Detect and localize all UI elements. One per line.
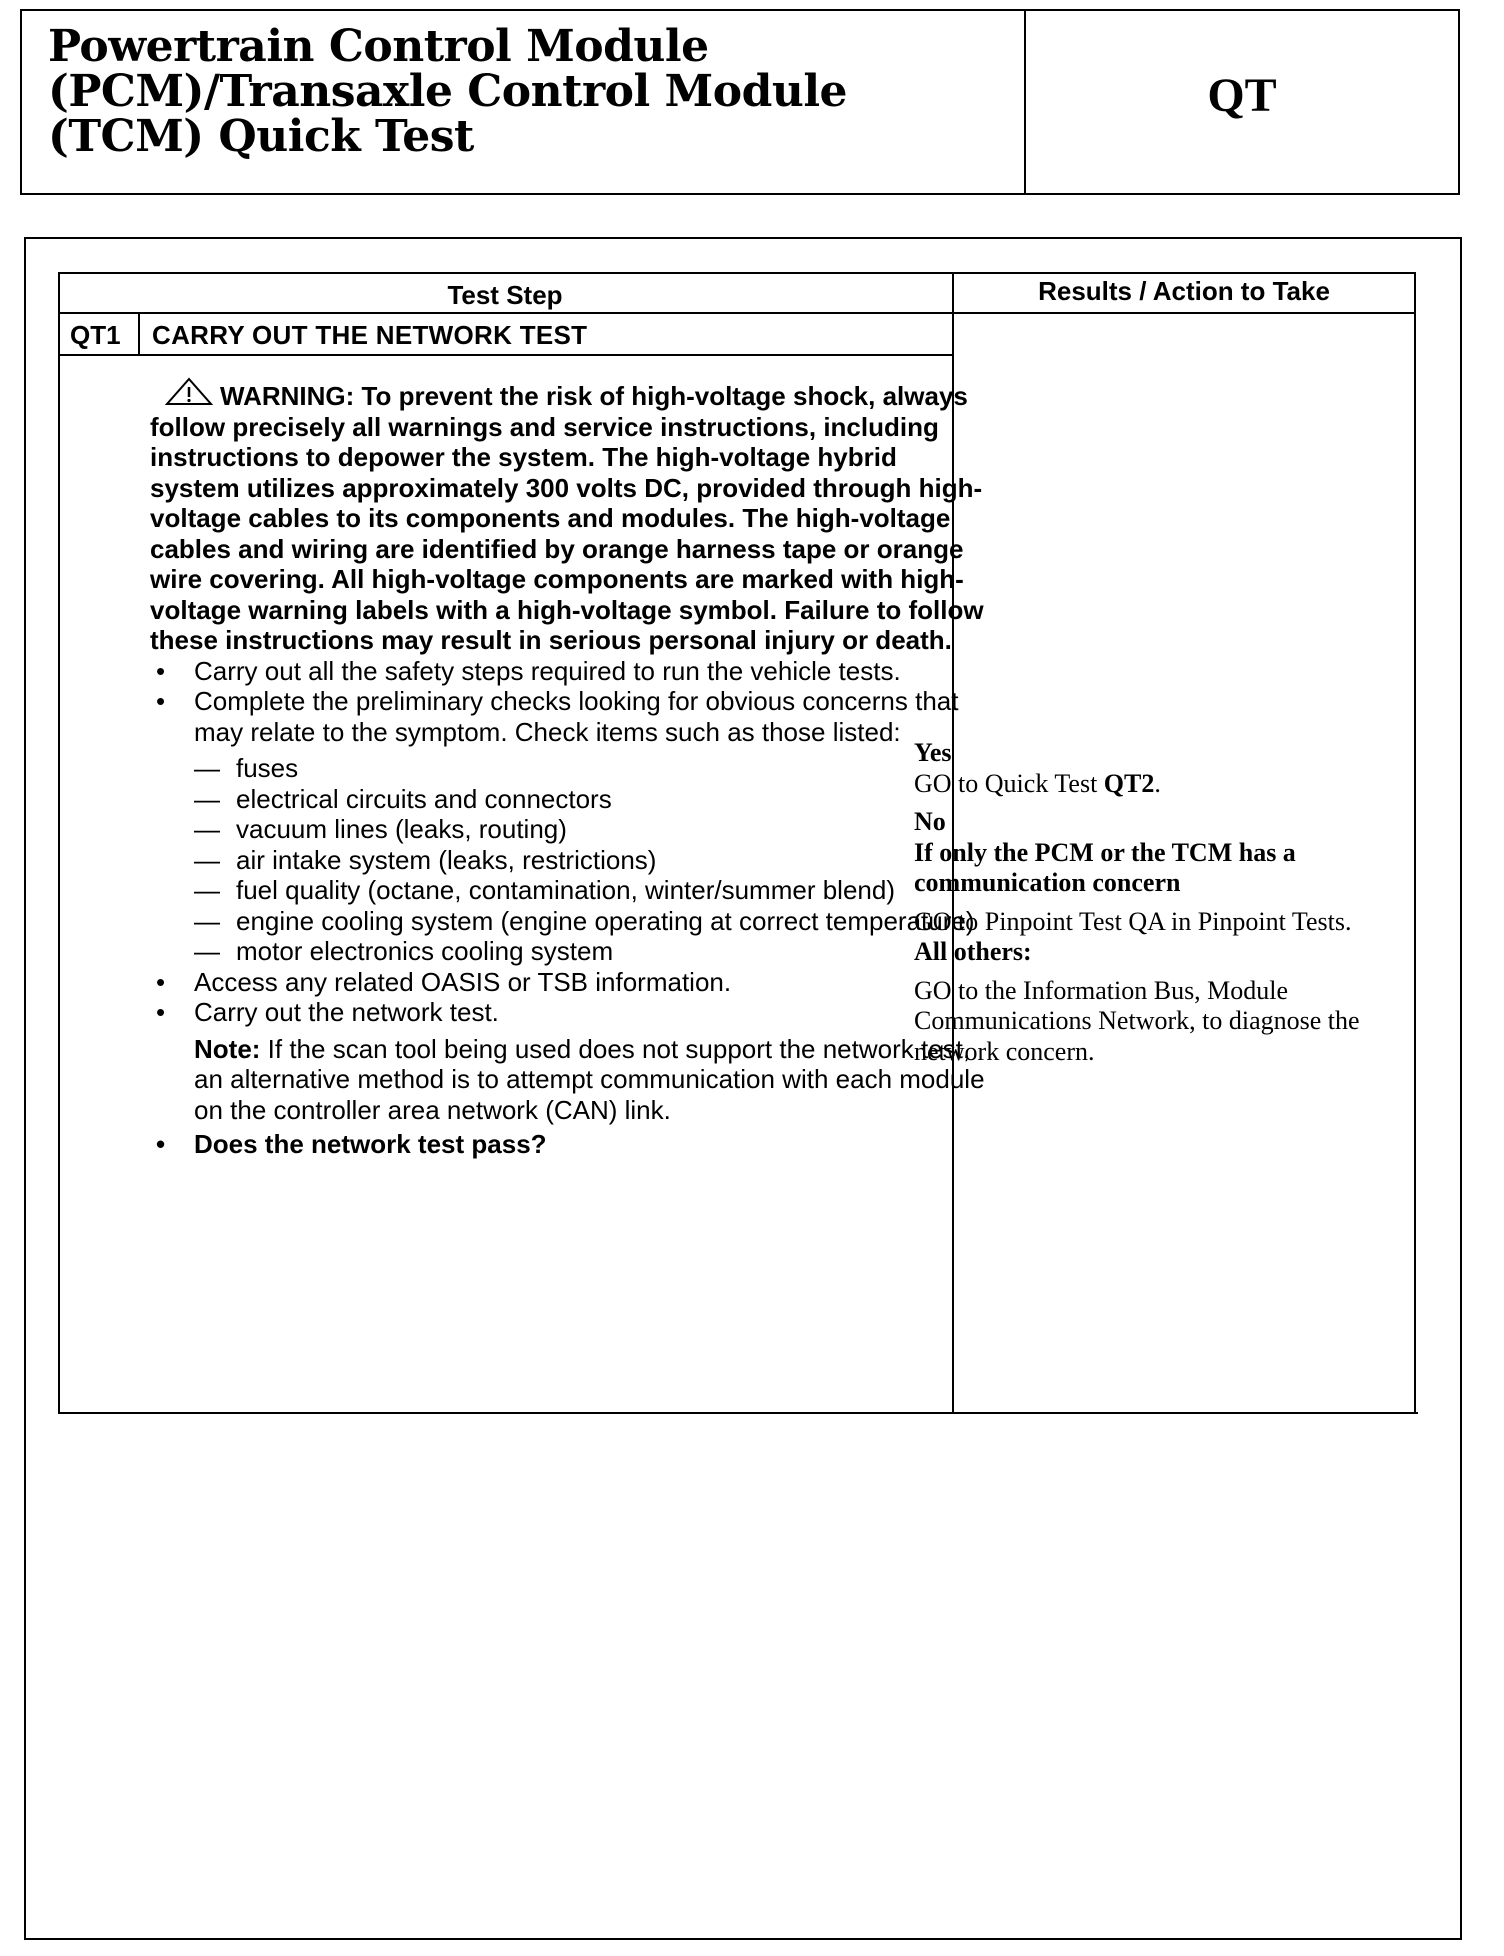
result-yes-action (914, 769, 1364, 800)
check-item: vacuum lines (leaks, routing) (236, 814, 567, 844)
yes-action-suffix: . (1154, 768, 1161, 798)
list-item: • Access any related OASIS or TSB information. (156, 966, 732, 997)
results-column (914, 738, 1364, 1067)
warning-paragraph (150, 377, 990, 656)
table-right-border (1414, 272, 1416, 1414)
result-yes-label: Yes (914, 738, 952, 767)
note-label: Note: (194, 1033, 261, 1064)
list-item: • Carry out all the safety steps required to run the vehicle tests. (156, 655, 901, 686)
result-others-action: GO to the Information Bus, Module Communications Network, to diagnose the network concern. (914, 975, 1360, 1066)
title-line-3: (TCM) Quick Test (48, 111, 474, 162)
preliminary-checks-list (194, 753, 990, 967)
table-bottom-border (58, 1412, 1418, 1414)
table-top-border (58, 272, 1414, 274)
check-item: engine cooling system (engine operating at correct temperature) (236, 905, 975, 936)
warning-triangle-icon (164, 377, 214, 407)
column-header-results: Results / Action to Take (1038, 276, 1330, 306)
list-item: — motor electronics cooling system (194, 936, 614, 966)
list-item: — engine cooling system (engine operating at correct temperature) (194, 905, 975, 936)
yes-action-target: QT2 (1103, 768, 1155, 798)
check-item: fuel quality (octane, contamination, winter/summer blend) (236, 875, 895, 905)
check-item: fuses (236, 753, 299, 783)
step-body (150, 377, 990, 1160)
step-question: Does the network test pass? (194, 1129, 547, 1159)
step-id-divider (138, 312, 140, 354)
step-title: CARRY OUT THE NETWORK TEST (152, 320, 588, 350)
column-header-test-step: Test Step (447, 280, 563, 310)
list-item: — electrical circuits and connectors (194, 783, 612, 814)
yes-action-text: GO to Quick Test (914, 768, 1104, 798)
instruction-text: Access any related OASIS or TSB information. (194, 966, 732, 997)
check-item: motor electronics cooling system (236, 936, 614, 966)
step-title-border (58, 354, 954, 356)
note (194, 1034, 990, 1126)
check-item: air intake system (leaks, restrictions) (236, 844, 657, 875)
list-item: — vacuum lines (leaks, routing) (194, 814, 567, 844)
instruction-text: Complete the preliminary checks looking for obvious concerns that may relate to the symptom. Check items such as those listed: (194, 686, 959, 747)
list-item: — fuses (194, 753, 299, 783)
section-code: QT (1207, 68, 1277, 122)
list-item: • Complete the preliminary checks looking for obvious concerns that may relate to the symptom. Check items such as those listed: — fuses — electrical circuits and connectors — vacuum lines (leaks, routing) — air intake system (leaks, restrictions) — fuel quality (octane, contamination, winter/summer blend) — engine cooling system (engine operating at correct temperature) — motor electronics cooling system (150, 686, 990, 967)
header-row-border (58, 312, 1414, 314)
step-instructions (150, 656, 990, 1160)
table-left-border (58, 272, 60, 1414)
check-item: electrical circuits and connectors (236, 783, 612, 814)
title-line-1: Powertrain Control Module (48, 21, 709, 72)
list-item: — fuel quality (octane, contamination, winter/summer blend) (194, 875, 895, 905)
title-line-2: (PCM)/Transaxle Control Module (48, 66, 848, 117)
result-others-label: All others: (914, 937, 1032, 966)
list-item: • Does the network test pass? (156, 1129, 547, 1159)
page-title (48, 21, 988, 162)
note-text: If the scan tool being used does not support the network test, an alternative method is to attempt communication with each module on the controller area network (CAN) link. (194, 1033, 985, 1125)
list-item: — air intake system (leaks, restrictions) (194, 844, 657, 875)
list-item: • Carry out the network test. Note: If the scan tool being used does not support the network test, an alternative method is to attempt communication with each module on the controller area network (CAN) link. (150, 997, 990, 1125)
step-id: QT1 (70, 320, 121, 350)
instruction-text: Carry out all the safety steps required to run the vehicle tests. (194, 655, 901, 686)
instruction-text: Carry out the network test. (194, 997, 499, 1027)
warning-text: WARNING: To prevent the risk of high-voltage shock, always follow precisely all warnings and service instructions, including instructions to depower the system. The high-voltage hybrid system utilizes approximately 300 volts DC, provided through high-voltage cables to its components and modules. The high-voltage cables and wiring are identified by orange harness tape or orange wire covering. All high-voltage components are marked with high-voltage warning labels with a high-voltage symbol. Failure to follow these instructions may result in serious personal injury or death. (150, 381, 984, 655)
result-no-label: No (914, 807, 946, 836)
result-no-condition: If only the PCM or the TCM has a communication concern (914, 837, 1296, 897)
result-no-action: GO to Pinpoint Test QA in Pinpoint Tests. (914, 906, 1352, 936)
